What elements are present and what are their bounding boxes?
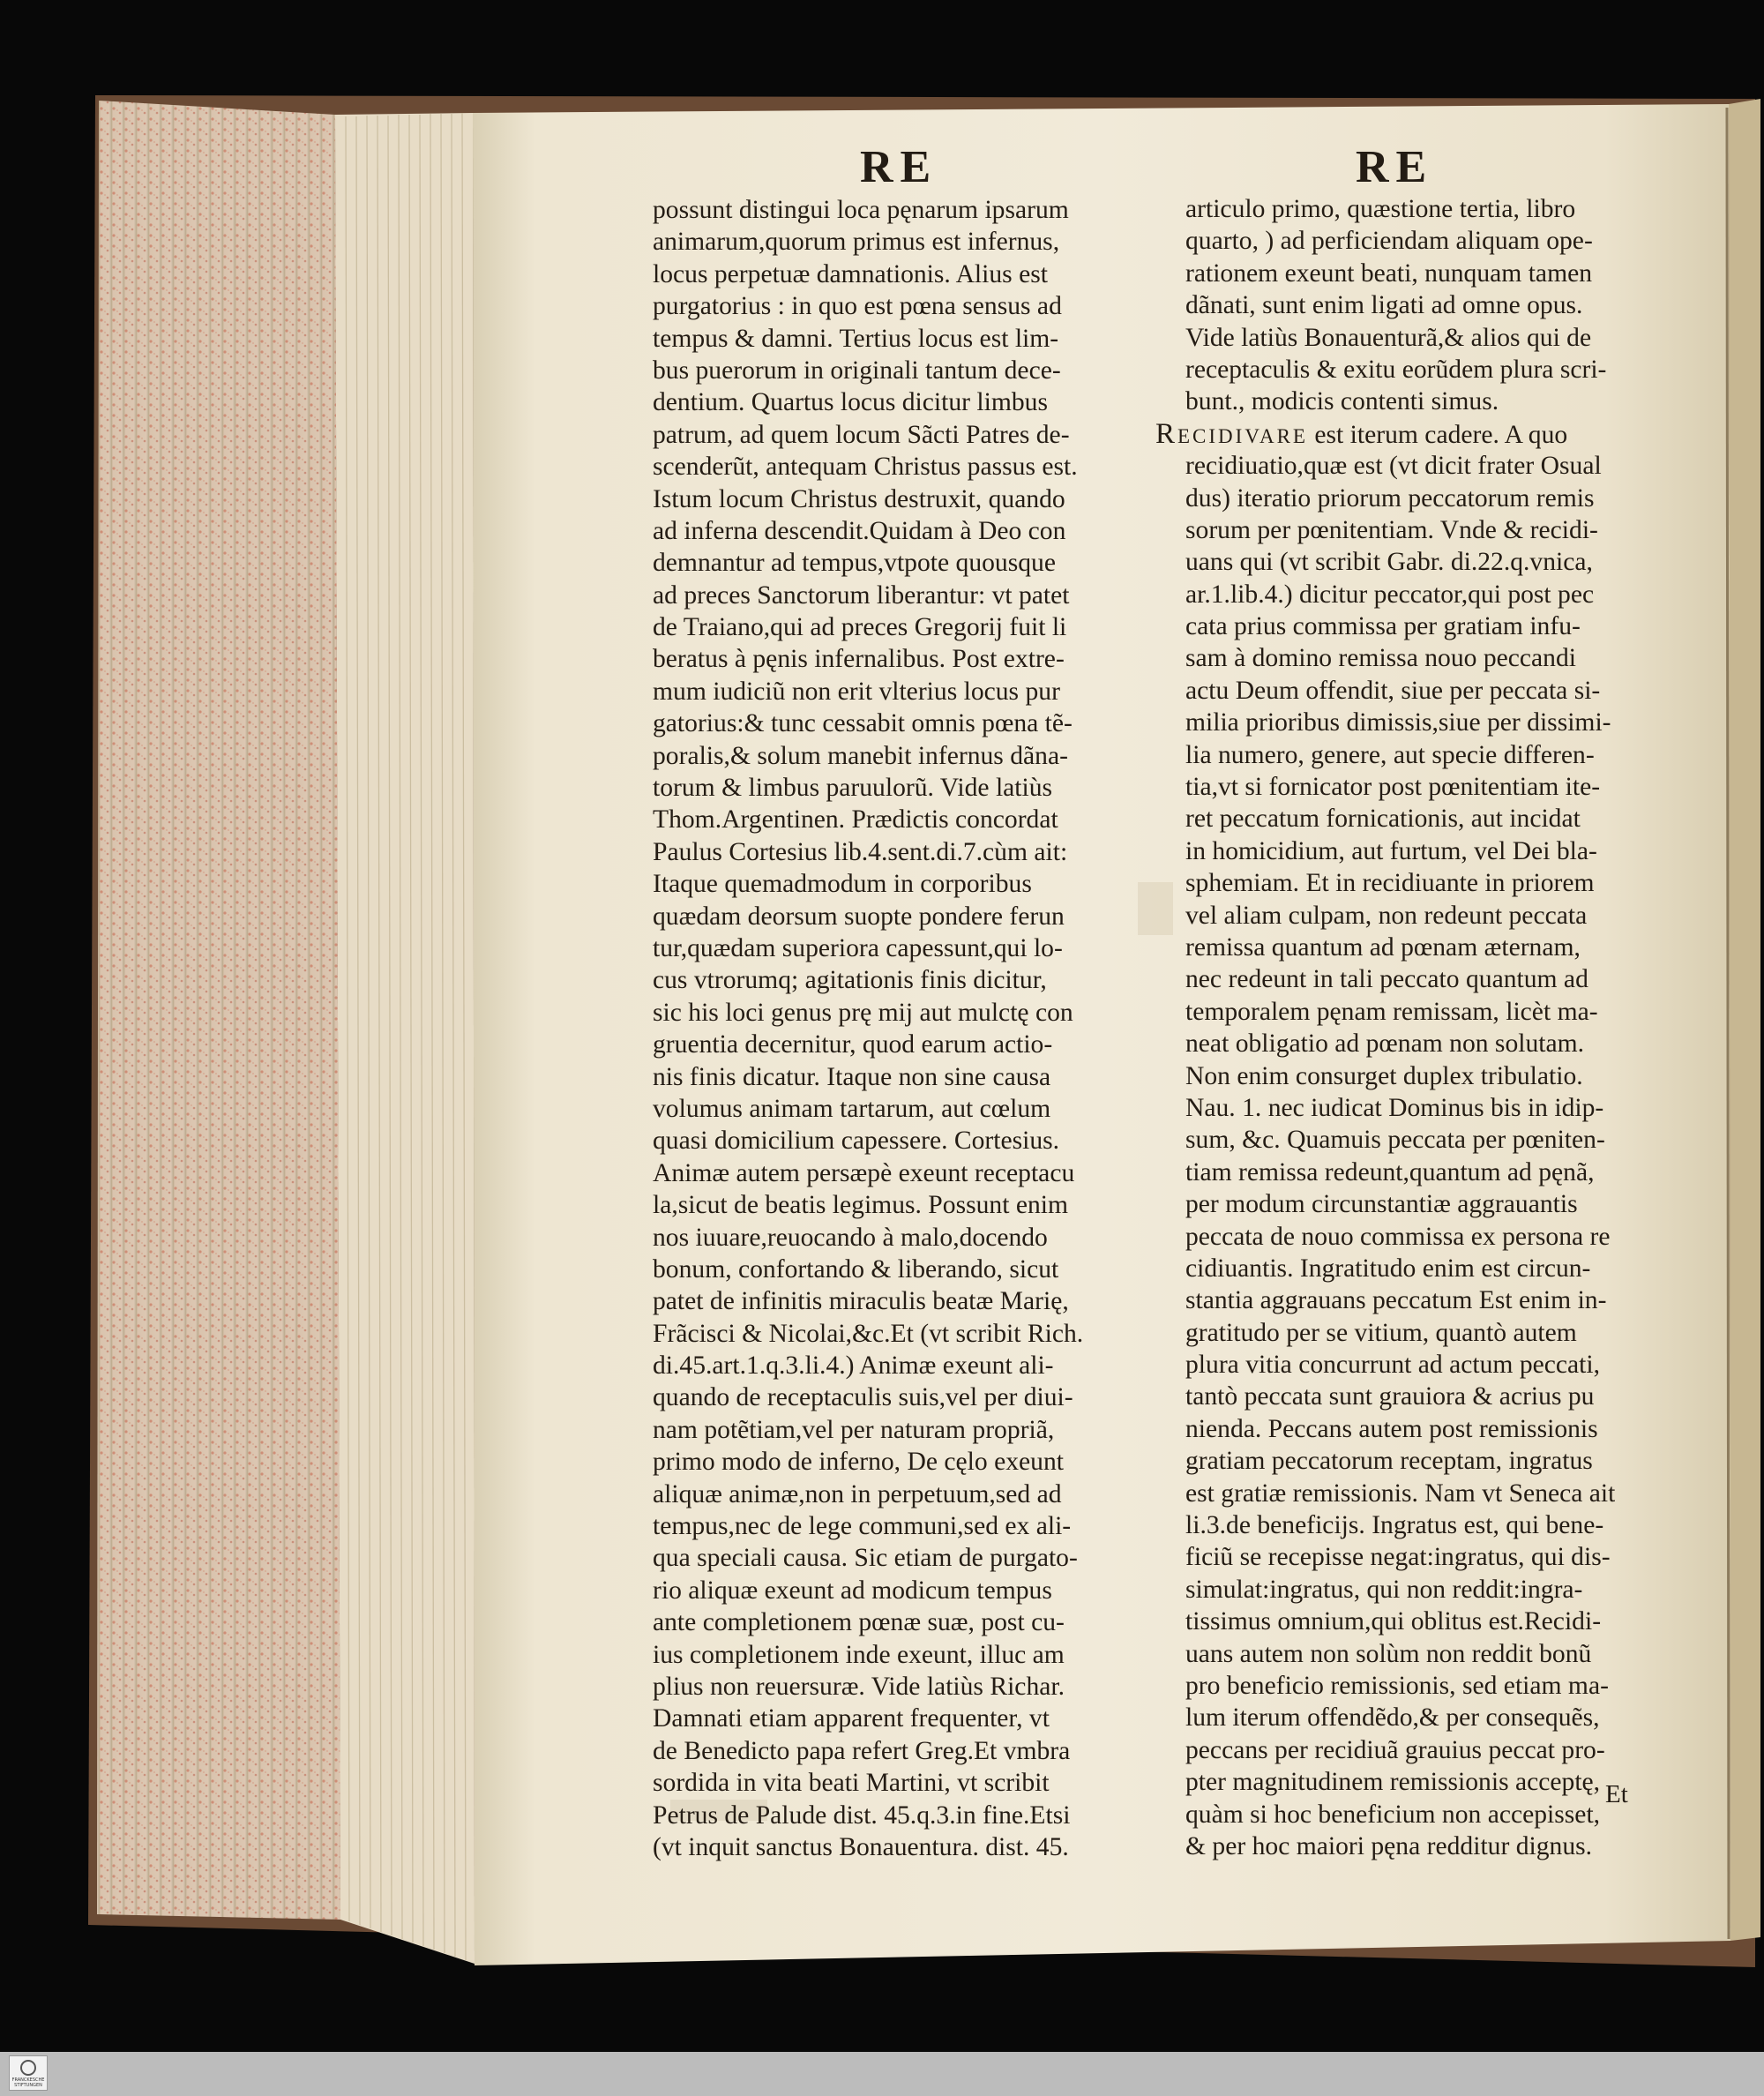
- text-line: gratitudo per se vitium, quantò autem: [1185, 1318, 1577, 1347]
- text-line: quarto, ) ad perficiendam aliquam ope-: [1185, 227, 1593, 256]
- text-line: patet de infinitis miraculis beatæ Marię,: [653, 1287, 1069, 1316]
- text-line: Istum locum Christus destruxit, quando: [653, 484, 1065, 513]
- text-line: gatorius:& tunc cessabit omnis pœna tẽ-: [653, 709, 1073, 738]
- text-line: mum iudiciũ non erit vlterius locus pur: [653, 677, 1060, 706]
- text-line: bus puerorum in originali tantum dece-: [653, 356, 1061, 385]
- text-line: Thom.Argentinen. Prædictis concordat: [653, 805, 1058, 835]
- text-line: sphemiam. Et in recidiuante in priorem: [1185, 869, 1595, 898]
- text-line: tantò peccata sunt grauiora & acrius pu: [1185, 1382, 1595, 1411]
- text-line: actu Deum offendit, siue per peccata si-: [1185, 676, 1601, 705]
- text-line: ad inferna descendit.Quidam à Deo con: [653, 516, 1066, 545]
- text-line: scenderũt, antequam Christus passus est.: [653, 453, 1078, 482]
- text-line: temporalem pęnam remissam, licèt ma-: [1185, 997, 1598, 1026]
- text-line: Petrus de Palude dist. 45.q.3.in fine.Etsi: [653, 1800, 1071, 1830]
- entry-heading-line: [1155, 418, 1615, 450]
- right-column-lines-before: [1185, 193, 1615, 418]
- text-line: dentium. Quartus locus dicitur limbus: [653, 388, 1048, 417]
- text-line: quasi domicilium capessere. Cortesius.: [653, 1127, 1060, 1156]
- text-line: sic his loci genus prę mij aut mulctę con: [653, 998, 1073, 1027]
- text-line: Frãcisci & Nicolai,&c.Et (vt scribit Rich.: [653, 1319, 1084, 1348]
- text-line: torum & limbus paruulorũ. Vide latiùs: [653, 774, 1053, 803]
- text-line: locus perpetuæ damnationis. Alius est: [653, 259, 1048, 288]
- text-line: nis finis dicatur. Itaque non sine causa: [653, 1062, 1051, 1091]
- text-line: dus) iteratio priorum peccatorum remis: [1185, 483, 1595, 513]
- right-column-lines-after: [1185, 450, 1615, 1862]
- text-line: Animæ autem persæpè exeunt receptacu: [653, 1158, 1075, 1187]
- text-line: simulat:ingratus, qui non reddit:ingra-: [1185, 1575, 1583, 1604]
- text-line: cata prius commissa per gratiam infu-: [1185, 612, 1581, 641]
- text-line: rio aliquæ exeunt ad modicum tempus: [653, 1576, 1052, 1605]
- text-line: ret peccatum fornicationis, aut incidat: [1185, 805, 1581, 834]
- text-line: receptaculis & exitu eorũdem plura scri-: [1185, 355, 1607, 384]
- text-line: nos iuuare,reuocando à malo,docendo: [653, 1223, 1048, 1252]
- text-line: di.45.art.1.q.3.li.4.) Animæ exeunt ali-: [653, 1351, 1054, 1381]
- text-line: animarum,quorum primus est infernus,: [653, 228, 1060, 257]
- text-line: aliquæ animæ,non in perpetuum,sed ad: [653, 1479, 1062, 1508]
- text-line: tempus & damni. Tertius locus est lim-: [653, 324, 1059, 353]
- text-line: rationem exeunt beati, nunquam tamen: [1185, 258, 1593, 288]
- text-line: Vide latiùs Bonauenturã,& alios qui de: [1185, 323, 1592, 352]
- text-line: la,sicut de beatis legimus. Possunt enim: [653, 1191, 1068, 1220]
- text-line: pro beneficio remissionis, sed etiam ma-: [1185, 1671, 1609, 1700]
- right-text-column: [1155, 193, 1616, 1862]
- text-line: recidiuatio,quæ est (vt dicit frater Osual: [1185, 452, 1602, 481]
- headword-recidivare: Recidivare: [1155, 417, 1308, 450]
- left-text-column: [653, 194, 1083, 1863]
- text-line: sam à domino remissa nouo peccandi: [1185, 644, 1576, 673]
- running-head-left: RE: [860, 142, 938, 192]
- text-line: Itaque quemadmodum in corporibus: [653, 870, 1032, 899]
- text-line: primo modo de inferno, De cęlo exeunt: [653, 1448, 1064, 1477]
- scan-footer-bar: [0, 2052, 1764, 2096]
- text-line: plura vitia concurrunt ad actum peccati,: [1185, 1351, 1601, 1380]
- text-line: tissimus omnium,qui oblitus est.Recidi-: [1185, 1607, 1602, 1636]
- text-line: quædam deorsum suopte pondere ferun: [653, 902, 1065, 931]
- text-line: cus vtrorumq; agitationis finis dicitur,: [653, 966, 1047, 995]
- text-line: nienda. Peccans autem post remissionis: [1185, 1414, 1598, 1443]
- text-line: ficiũ se recepisse negat:ingratus, qui dis-: [1185, 1543, 1611, 1572]
- text-line: uans qui (vt scribit Gabr. di.22.q.vnica,: [1185, 548, 1593, 577]
- text-line: poralis,& solum manebit infernus dãna-: [653, 741, 1068, 770]
- text-line: de Benedicto papa refert Greg.Et vmbra: [653, 1736, 1071, 1765]
- text-line: possunt distingui loca pęnarum ipsarum: [653, 196, 1069, 224]
- text-line: articulo primo, quæstione tertia, libro: [1185, 195, 1576, 223]
- text-line: vel aliam culpam, non redeunt peccata: [1185, 901, 1588, 930]
- text-line: sum, &c. Quamuis peccata per pœniten-: [1185, 1126, 1605, 1155]
- text-line: neat obligatio ad pœnam non solutam.: [1185, 1029, 1585, 1059]
- text-line: tiam remissa redeunt,quantum ad pęnã,: [1185, 1157, 1595, 1186]
- text-line: li.3.de beneficijs. Ingratus est, qui bene-: [1185, 1511, 1604, 1540]
- text-line: bunt., modicis contenti simus.: [1185, 387, 1499, 416]
- text-line: ar.1.lib.4.) dicitur peccator,qui post pec: [1185, 580, 1595, 609]
- text-line: qua speciali causa. Sic etiam de purgato-: [653, 1544, 1078, 1573]
- text-line: uans autem non solùm non reddit bonũ: [1185, 1639, 1592, 1668]
- text-line: in homicidium, aut furtum, vel Dei bla-: [1185, 836, 1597, 865]
- text-line: cidiuantis. Ingratitudo enim est circun-: [1185, 1254, 1591, 1283]
- text-line: de Traiano,qui ad preces Gregorij fuit li: [653, 613, 1067, 642]
- text-line: demnantur ad tempus,vtpote quousque: [653, 549, 1056, 578]
- text-line: & per hoc maiori pęna redditur dignus.: [1185, 1831, 1593, 1860]
- text-line: peccata de nouo commissa ex persona re: [1185, 1222, 1611, 1251]
- catchword: Et: [1605, 1780, 1628, 1808]
- text-line: plius non reuersuræ. Vide latiùs Richar.: [653, 1672, 1065, 1701]
- text-line: stantia aggrauans peccatum Est enim in-: [1185, 1286, 1607, 1315]
- text-line: quando de receptaculis suis,vel per diui-: [653, 1383, 1073, 1412]
- text-line: tempus,nec de lege communi,sed ex ali-: [653, 1512, 1072, 1541]
- text-line: per modum circunstantiæ aggrauantis: [1185, 1190, 1578, 1219]
- text-line: purgatorius : in quo est pœna sensus ad: [653, 292, 1062, 321]
- text-line: quàm si hoc beneficium non accepisset,: [1185, 1800, 1601, 1829]
- text-line: tia,vt si fornicator post pœnitentiam ite-: [1185, 773, 1601, 802]
- text-line: Nau. 1. nec iudicat Dominus bis in idip-: [1185, 1093, 1604, 1122]
- text-line: peccans per recidiuã grauius peccat pro-: [1185, 1735, 1605, 1764]
- text-line: sordida in vita beati Martini, vt scribit: [653, 1769, 1050, 1798]
- text-line: Damnati etiam apparent frequenter, vt: [653, 1704, 1050, 1733]
- text-line: nam potẽtiam,vel per naturam propriã,: [653, 1415, 1055, 1444]
- text-line: gruentia decernitur, quod earum actio-: [653, 1030, 1053, 1059]
- text-line: ius completionem inde exeunt, illuc am: [653, 1640, 1065, 1669]
- text-line: ante completionem pœnæ suæ, post cu-: [653, 1608, 1065, 1637]
- text-line: remissa quantum ad pœnam æternam,: [1185, 932, 1581, 962]
- text-line: milia prioribus dimissis,siue per dissimi-: [1185, 708, 1611, 737]
- text-line: lia numero, genere, aut specie differen-: [1185, 740, 1595, 769]
- library-logo: [9, 2055, 48, 2091]
- library-seal-icon: [20, 2060, 36, 2076]
- library-logo-caption: FRANCKESCHE STIFTUNGEN: [11, 2077, 45, 2088]
- text-line: volumus animam tartarum, aut cœlum: [653, 1094, 1051, 1123]
- headword-definition: est iterum cadere. A quo: [1314, 420, 1568, 449]
- text-line: Paulus Cortesius lib.4.sent.di.7.cùm ait:: [653, 837, 1068, 866]
- text-line: Non enim consurget duplex tribulatio.: [1185, 1061, 1583, 1090]
- text-line: nec redeunt in tali peccato quantum ad: [1185, 965, 1588, 994]
- text-line: patrum, ad quem locum Sãcti Patres de-: [653, 420, 1070, 449]
- text-line: est gratiæ remissionis. Nam vt Seneca ait: [1185, 1478, 1616, 1508]
- text-line: tur,quædam superiora capessunt,qui lo-: [653, 933, 1063, 962]
- text-line: lum iterum offendẽdo,& per consequẽs,: [1185, 1703, 1600, 1733]
- text-line: bonum, confortando & liberando, sicut: [653, 1254, 1059, 1284]
- text-line: pter magnitudinem remissionis acceptę,: [1185, 1768, 1601, 1797]
- text-line: ad preces Sanctorum liberantur: vt patet: [653, 580, 1070, 610]
- text-line: (vt inquit sanctus Bonauentura. dist. 45.: [653, 1832, 1069, 1861]
- text-line: beratus à pęnis infernalibus. Post extre-: [653, 645, 1065, 674]
- text-line: dãnati, sunt enim ligati ad omne opus.: [1185, 291, 1583, 320]
- running-head-right: RE: [1356, 142, 1434, 192]
- text-line: sorum per pœnitentiam. Vnde & recidi-: [1185, 515, 1598, 544]
- text-line: gratiam peccatorum receptam, ingratus: [1185, 1447, 1593, 1476]
